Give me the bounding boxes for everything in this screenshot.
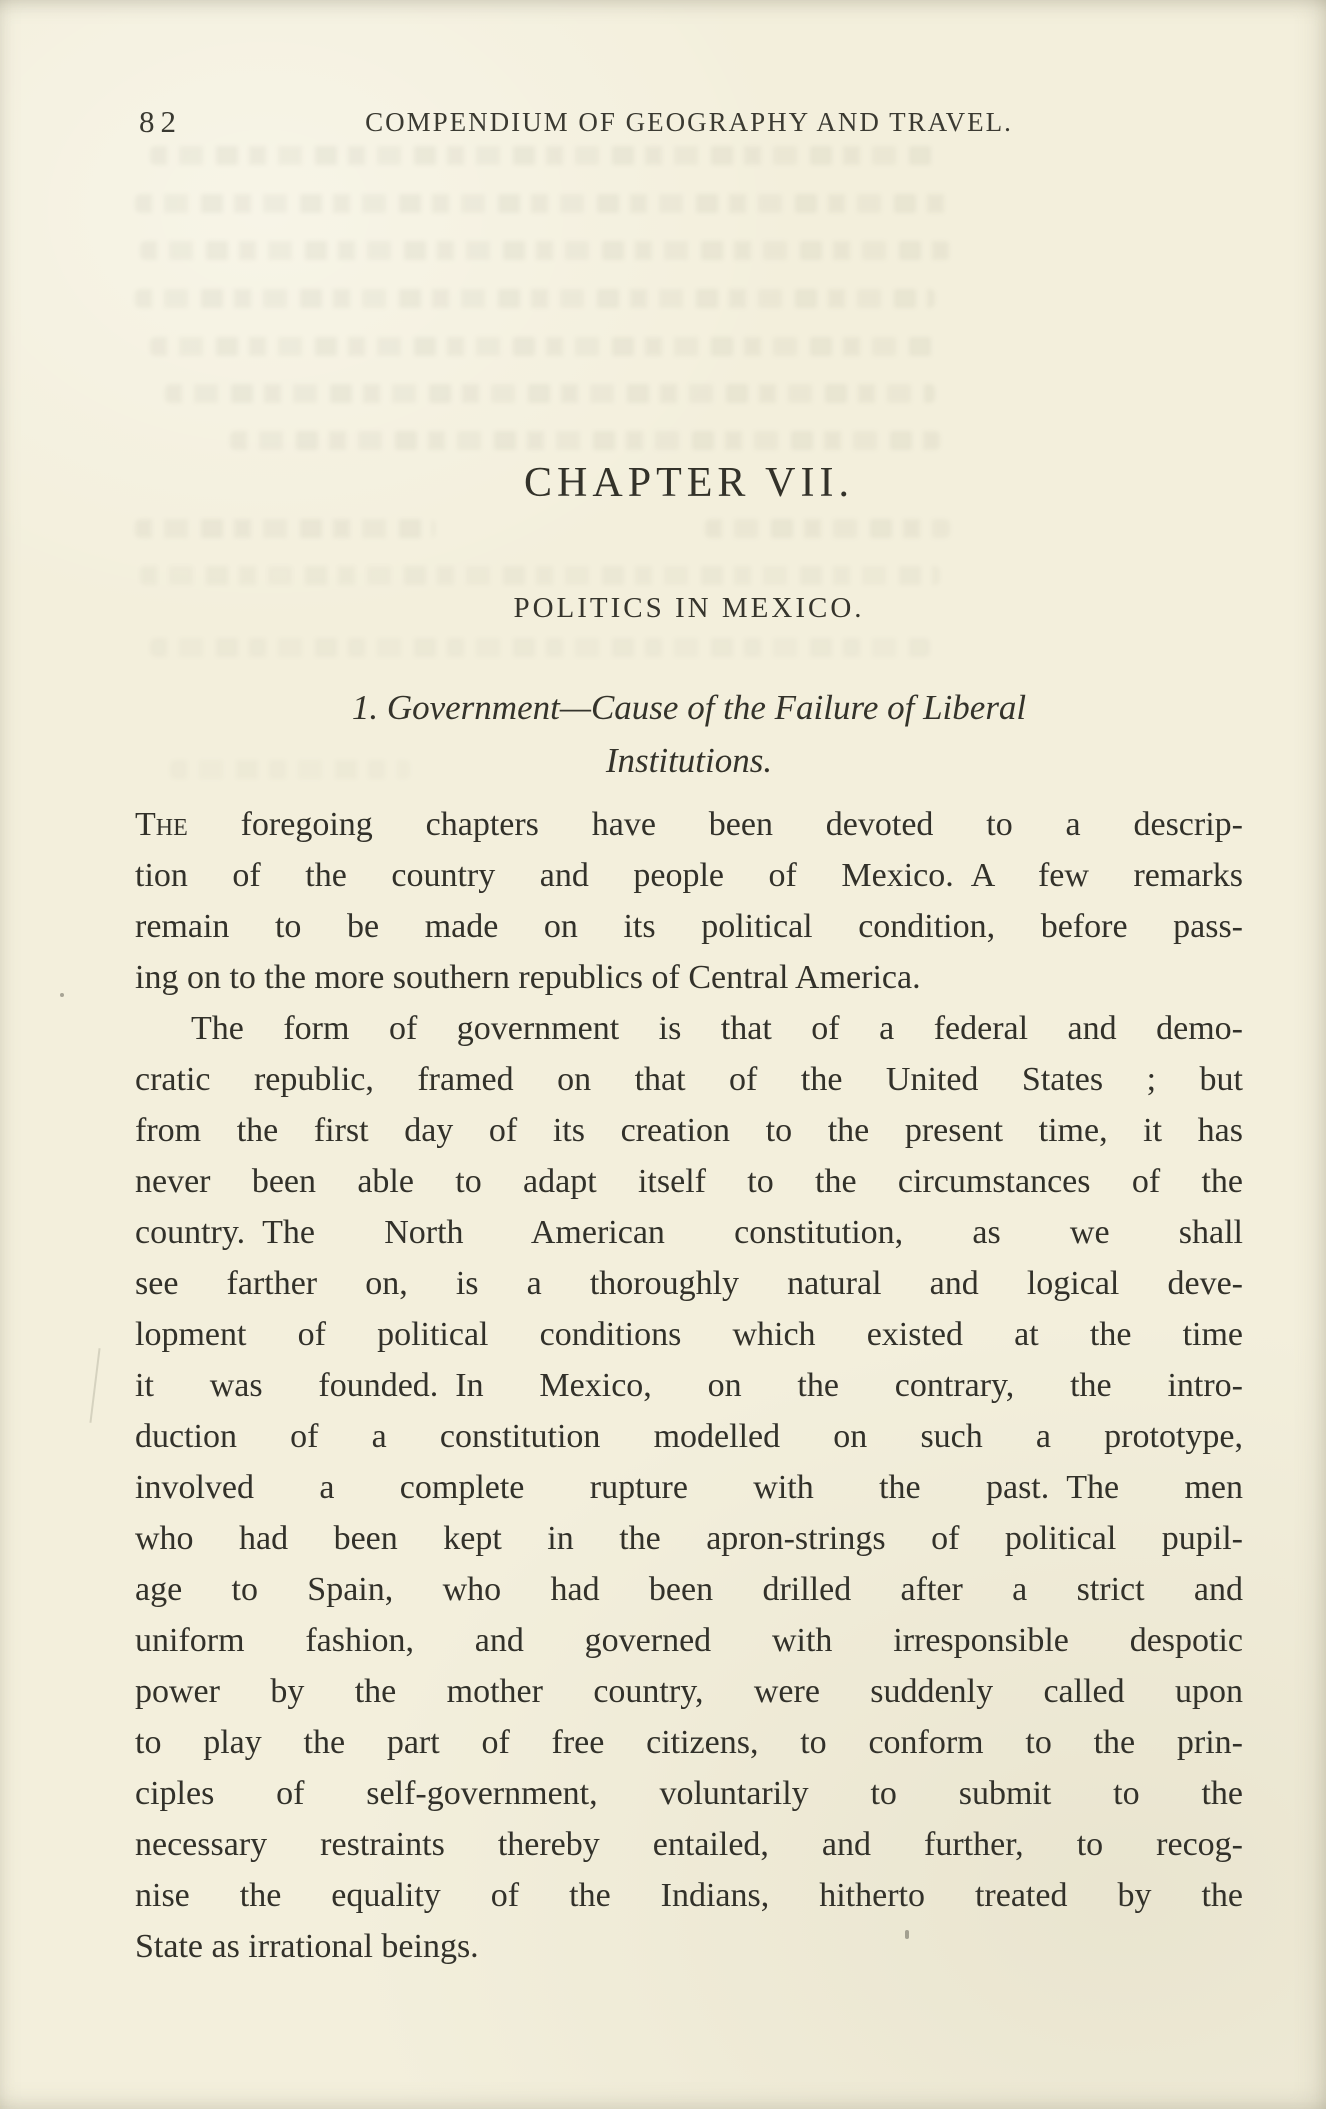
- page-bleed-through: [135, 289, 935, 308]
- page-bleed-through: [705, 519, 950, 538]
- paragraph-lead-word: The: [135, 806, 188, 843]
- text-line: necessary restraints thereby entailed, and further, to recog-: [135, 1826, 1243, 1863]
- page-bleed-through: [150, 337, 940, 356]
- page-number: 82: [139, 104, 182, 139]
- body-text: [135, 799, 1243, 1972]
- text-line: see farther on, is a thoroughly natural and logical deve-: [135, 1265, 1243, 1302]
- chapter-heading: CHAPTER VII.: [524, 460, 854, 506]
- text-line: who had been kept in the apron-strings of political pupil-: [135, 1520, 1243, 1557]
- text-line: age to Spain, who had been drilled after a strict and: [135, 1571, 1243, 1608]
- page-bleed-through: [140, 241, 950, 260]
- text-line-rest: foregoing chapters have been devoted to a descrip-: [187, 806, 1243, 843]
- scan-speck: [60, 993, 64, 997]
- text-line: cratic republic, framed on that of the United States ; but: [135, 1061, 1243, 1098]
- text-line: uniform fashion, and governed with irresponsible despotic: [135, 1622, 1243, 1659]
- text-line: The form of government is that of a federal and demo-: [191, 1010, 1243, 1047]
- text-line: [135, 799, 1243, 850]
- text-line: remain to be made on its political condition, before pass-: [135, 908, 1243, 945]
- text-line: tion of the country and people of Mexico. A few remarks: [135, 857, 1243, 894]
- text-line: never been able to adapt itself to the circumstances of the: [135, 1163, 1243, 1200]
- text-line: country. The North American constitution, as we shall: [135, 1214, 1243, 1251]
- page-bleed-through: [135, 194, 950, 213]
- page-bleed-through: [150, 146, 940, 165]
- page-bleed-through: [140, 566, 940, 585]
- page-bleed-through: [230, 431, 940, 450]
- text-line: ciples of self-government, voluntarily to submit to the: [135, 1775, 1243, 1812]
- text-line: duction of a constitution modelled on such a prototype,: [135, 1418, 1243, 1455]
- text-line: power by the mother country, were suddenly called upon: [135, 1673, 1243, 1710]
- text-line: lopment of political conditions which existed at the time: [135, 1316, 1243, 1353]
- text-line: involved a complete rupture with the past. The men: [135, 1469, 1243, 1506]
- text-line: nise the equality of the Indians, hitherto treated by the: [135, 1877, 1243, 1914]
- chapter-title: POLITICS IN MEXICO.: [513, 592, 865, 624]
- section-heading-line1: 1. Government—Cause of the Failure of Liberal: [351, 688, 1027, 727]
- scan-scratch: [89, 1348, 100, 1423]
- text-line: ing on to the more southern republics of Central America.: [135, 959, 921, 996]
- page-bleed-through: [165, 384, 935, 403]
- running-header: COMPENDIUM OF GEOGRAPHY AND TRAVEL.: [365, 107, 1013, 137]
- section-heading-line2: Institutions.: [605, 741, 773, 780]
- text-line: from the first day of its creation to the present time, it has: [135, 1112, 1243, 1149]
- text-line: State as irrational beings.: [135, 1928, 479, 1965]
- page-bleed-through: [150, 638, 930, 657]
- page-bleed-through: [135, 519, 435, 538]
- text-line: it was founded. In Mexico, on the contrary, the intro-: [135, 1367, 1243, 1404]
- text-line: to play the part of free citizens, to conform to the prin-: [135, 1724, 1243, 1761]
